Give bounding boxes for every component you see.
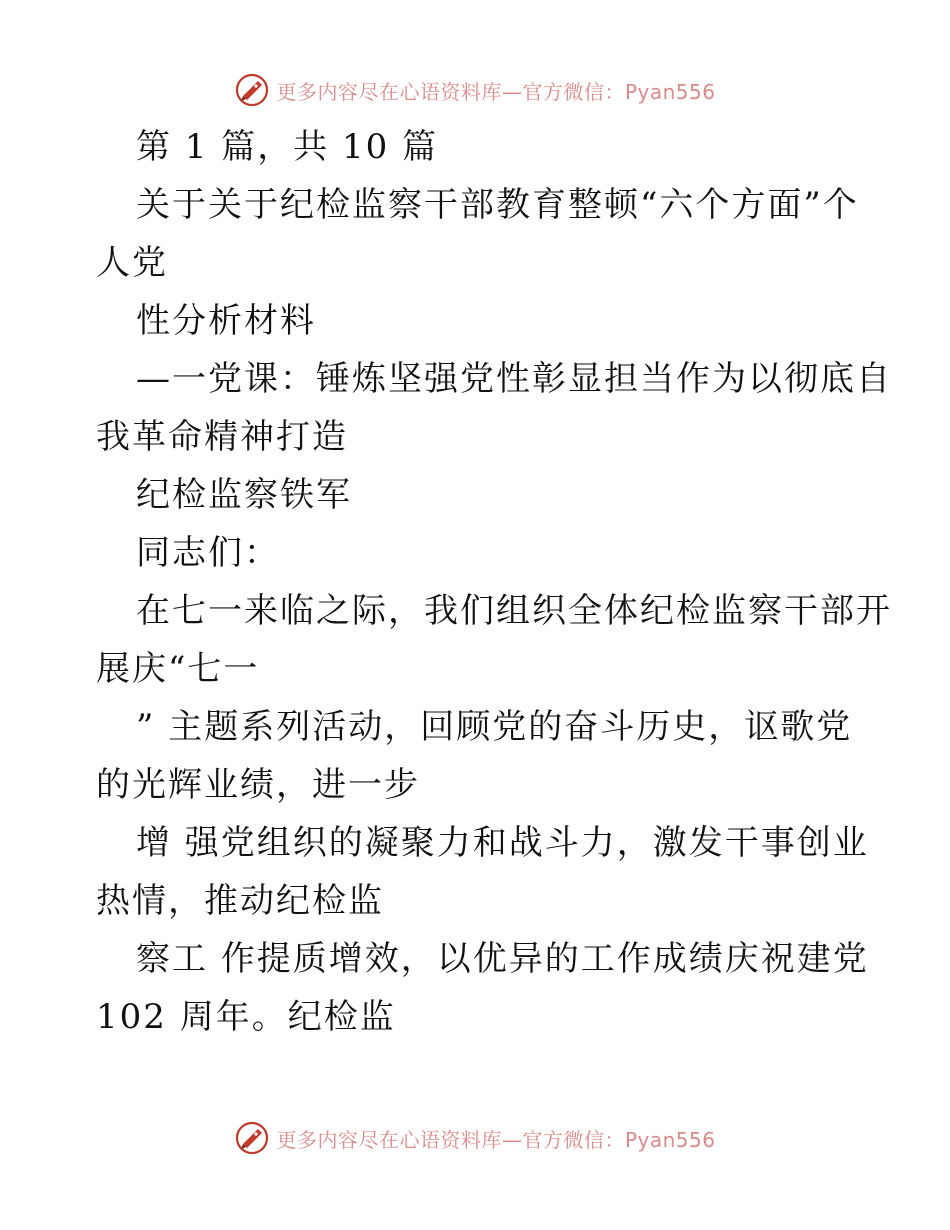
text-line: 同志们：	[136, 533, 280, 573]
pen-nib-logo-icon	[234, 1120, 270, 1156]
text-line: 102 周年。纪检监	[96, 997, 396, 1037]
text-line: 关于关于纪检监察干部教育整顿“六个方面”个	[136, 185, 859, 225]
text-line: 纪检监察铁军	[136, 475, 352, 515]
text-line: 察工 作提质增效，以优异的工作成绩庆祝建党	[136, 939, 869, 979]
text-line: 在七一来临之际，我们组织全体纪检监察干部开	[136, 591, 892, 631]
text-line: 性分析材料	[136, 301, 316, 341]
text-line: 展庆“七一	[96, 649, 260, 689]
text-line: 增 强党组织的凝聚力和战斗力，激发干事创业	[136, 823, 869, 863]
text-line: 人党	[96, 243, 168, 283]
text-line: 的光辉业绩，进一步	[96, 765, 420, 805]
text-line: ” 主题系列活动，回顾党的奋斗历史，讴歌党	[136, 707, 853, 747]
text-line: —一党课：锤炼坚强党性彰显担当作为以彻底自	[136, 359, 892, 399]
pen-nib-logo-icon	[234, 72, 270, 108]
document-body	[96, 118, 892, 1046]
footer-watermark-banner	[0, 1118, 950, 1158]
header-watermark-banner	[0, 70, 950, 110]
header-watermark-text: 更多内容尽在心语资料库—官方微信：Pyan556	[276, 79, 716, 104]
text-line: 我革命精神打造	[96, 417, 348, 457]
footer-watermark-text: 更多内容尽在心语资料库—官方微信：Pyan556	[276, 1127, 716, 1152]
text-line: 第 1 篇，共 10 篇	[136, 127, 439, 167]
text-line: 热情，推动纪检监	[96, 881, 384, 921]
